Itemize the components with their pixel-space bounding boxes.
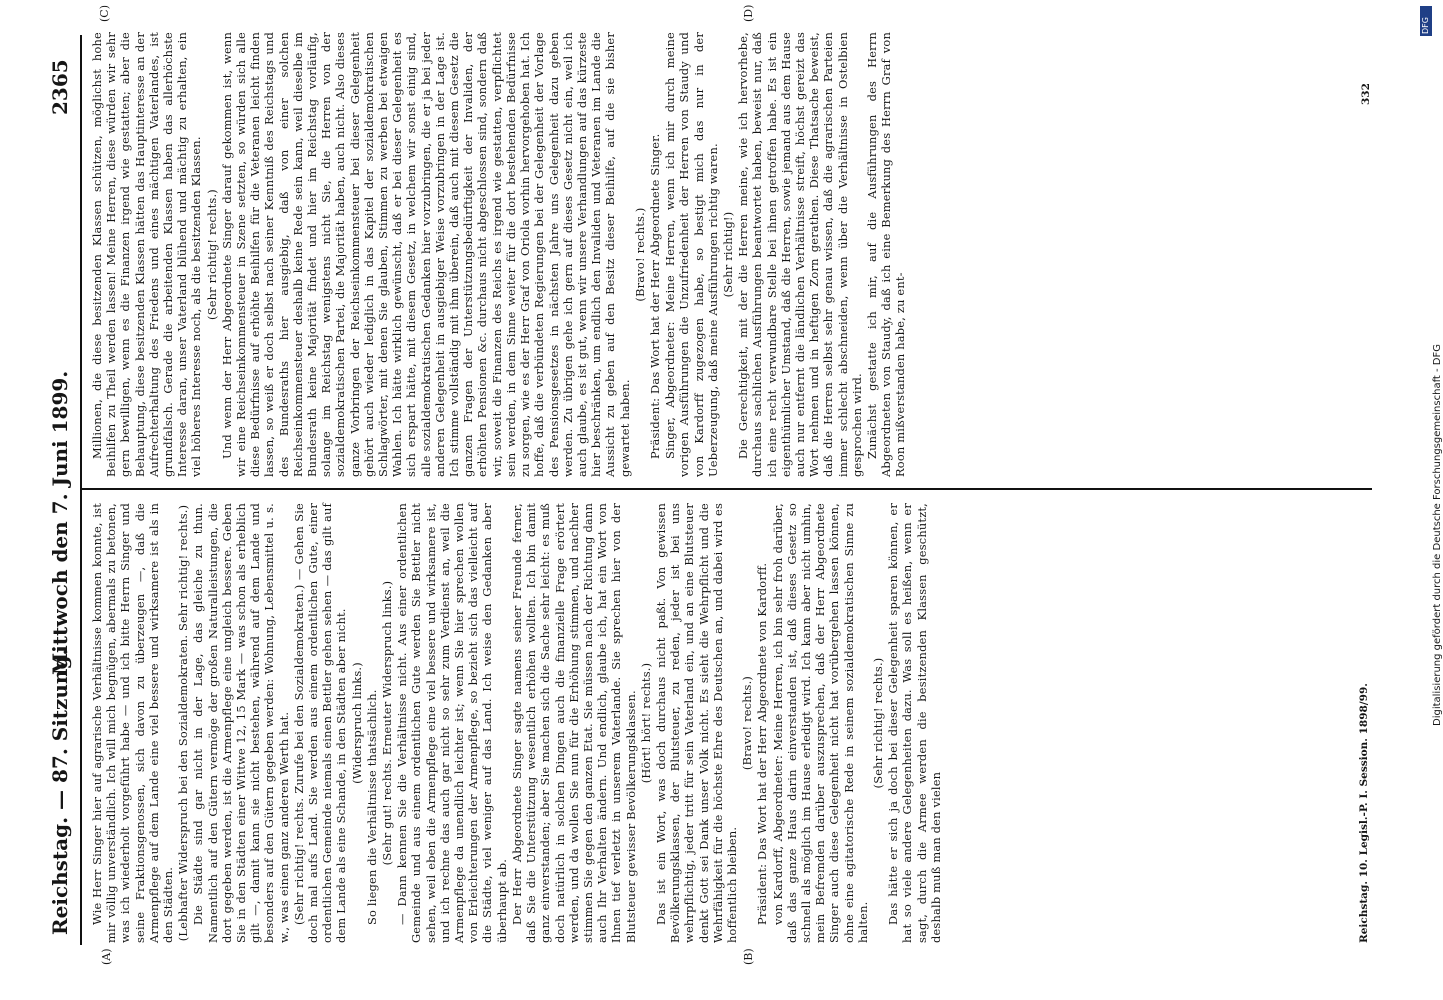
interjection: (Lebhafter Widerspruch bei den Sozialdemokraten. Sehr richtig! rechts.) [176,504,191,942]
paragraph: Das ist ein Wort, was doch durchaus nicht paßt. Von gewissen Bevölkerungsklassen, der Blutsteuer, zu reden, jeder ist bei uns wehrpflichtig, jeder tritt für sein Vaterland ein, und an eine Blutsteuer denkt Gott sei Dank unser Volk nicht. Es sieht die Wehrpflicht und die Wehrfähigkeit für die höchste Ehre des Deutschen an, und dabei wird es hoffentlich bleiben. [653,503,739,943]
page-number: 2365 [48,59,72,115]
dfg-logo-text: DFG [1421,17,1430,34]
paragraph: Millionen, die diese besitzenden Klassen schützen, möglichst hohe Beihilfen zu Theil werden lassen! Meine Herren, diese würden wir sehr gern bewilligen, wenn es die Finanzen irgend wie gestatten; aber die Behauptung, diese besitzenden Klassen hätten das Hauptinteresse an der Aufrechterhaltung des Friedens und eines mächtigen Vaterlandes, ist grundfalsch. Gerade die arbeitenden Klassen haben das allerhöchste Interesse daran, unser Vaterland blühend und mächtig zu erhalten, ein viel höheres Interesse noch, als die besitzenden Klassen. [90,32,204,477]
paragraph: Präsident: Das Wort hat der Herr Abgeordnete Singer. [647,133,662,459]
interjection: (Bravo! rechts.) [740,675,755,771]
paragraph: Singer, Abgeordneter: Meine Herren, wenn ich mir durch meine vorigen Ausführungen die Unzufriedenheit der Herren von Staudy und von Kardorff zugezogen habe, so bestigt mich das nur in der Ueberzeugung, daß meine Ausführungen richtig waren. [663,32,720,477]
dfg-credit-text: Digitalisierung gefördert durch die Deutsche Forschungsgemeinschaft - DFG [1432,343,1443,726]
interjection: (Bravo! rechts.) [632,207,647,302]
side-credit [1418,6,1443,996]
paragraph: — Dann kennen Sie die Verhältnisse nicht. Aus einer ordentlichen Gemeinde und aus einem ordentlichen Gute werden Sie Bettler nicht sehen, weil eben die Armenpflege eine viel bessere und wirksamere ist, und ich rechne das auch gar nicht so sehr zum Verdienst an, weil die Armenpflege da unendlich leichter ist; wenn Sie hier sprechen wollen von Erleichterungen der Armenpflege, so bezieht sich das vielleicht auf die Städte, viel weniger auf das Land. Ich weise den Gedanken aber überhaupt ab. [395,503,509,943]
paragraph: von Kardorff, Abgeordneter: Meine Herren, ich bin sehr froh darüber, daß das ganze Haus darin einverstanden ist, daß dieses Gesetz so schnell als möglich im Hause erledigt wird. Ich kann aber nicht umhin, mein Befremden darüber auszusprechen, daß der Herr Abgeordnete Singer auch diese Gelegenheit nicht hat vorübergehen lassen können, ohne eine agitatorische Rede in seinem sozialdemokratischen Sinne zu halten. [770,503,870,943]
paragraph: Der Herr Abgeordnete Singer sagte namens seiner Freunde ferner, daß Sie die Unterstützung wesentlich erhöhen wollten. Ich bin damit ganz einverstanden; aber Sie machen sich die Sache sehr leicht: es muß doch natürlich in solchen Dingen auch die finanzielle Frage erörtert werden, und da wollen Sie nun für die Erhöhung stimmen, und nachher stimmen Sie gegen den ganzen Etat. Sie müssen nach der Richtung dann auch Ihr Verhalten ändern. Und endlich, glaube ich, hat ein Wort von Ihnen tief verletzt in unserem Vaterlande. Sie sprechen hier von der Blutsteuer gewisser Bevölkerungsklassen. [509,503,638,943]
margin-marker-c: (C) [98,5,111,22]
column-divider [82,488,1372,490]
paragraph: Präsident: Das Wort hat der Herr Abgeordnete von Kardorff. [755,562,770,925]
interjection: (Hört! hört! rechts.) [638,662,653,784]
interjection: (Widerspruch links.) [349,662,364,784]
header-rule [80,35,82,945]
header-left: Reichstag. — 87. Sitzung. [48,648,72,935]
interjection: (Sehr richtig! rechts.) [204,189,219,320]
header-date: Mittwoch den 7. Juni 1899. [48,370,72,675]
interjection: (Sehr richtig! rechts.) [870,657,885,789]
left-column [90,503,1375,943]
paragraph: (Sehr richtig! rechts. Zurufe bei den Sozialdemokraten.) — Gehen Sie doch mal aufs Land. Sie werden aus einem ordentlichen Gute, einer ordentlichen Gemeinde niemals einen Bettler gehen sehen — das gilt auf dem Lande als eine Schande, in den Städten aber nicht. [291,503,349,943]
paragraph: Wie Herr Singer hier auf agrarische Verhältnisse kommen konnte, ist mir völlig unverständlich. Ich will mich begnügen, abermals zu betonen, was ich wiederholt vorgeführt habe — und ich bitte Herrn Singer und seine Fraktionsgenossen, sich davon zu überzeugen —, daß die Armenpflege auf dem Lande eine viel bessere und wirksamere ist als in den Städten. [90,503,176,943]
footer-sheet-number: 332 [1360,83,1372,105]
margin-marker-b: (B) [742,948,755,965]
dfg-logo [1420,6,1432,36]
paragraph: Und wenn der Herr Abgeordnete Singer darauf gekommen ist, wenn wir eine Reichseinkommensteuer in Szene setzten, so würden sich alle diese Bedürfnisse auf erhöhte Beihilfen für die Veteranen leicht finden lassen, so weiß er doch selbst nach seiner Kenntniß des Reichstags und des Bundesraths hier ausgiebig, daß von einer solchen Reichseinkommensteuer deshalb keine Rede sein kann, weil dieselbe im Bundesrath keine Majorität findet und hier im Reichstag vorläufig, solange im Reichstag wenigstens nicht Sie, die Herren von der sozialdemokratischen Partei, die Majorität haben, auch nicht. Also dieses ganze Vorbringen der Reichseinkommensteuer bei dieser Gelegenheit gehört auch wieder lediglich in das Kapitel der sozialdemokratischen Schlagwörter, mit denen Sie glauben, Stimmen zu werben bei etwaigen Wahlen. Ich hätte wirklich gewünscht, daß er bei dieser Gelegenheit es sich erspart hätte, mit diesem Gesetz, in welchem wir sonst einig sind, alle sozialdemokratischen Gedanken hier vorzubringen, die er ja bei jeder anderen Gelegenheit in ausgiebiger Weise vorzubringen in der Lage ist. Ich stimme vollständig mit ihm überein, daß auch mit diesem Gesetz die ganzen Fragen der Unterstützungsbedürftigkeit der Invaliden, der erhöhten Pensionen &c. durchaus nicht abgeschlossen sind, sondern daß wir, soweit die Finanzen des Reichs es irgend wie gestatten, verpflichtet sein werden, in dem Sinne weiter für die dort bestehenden Bedürfnisse zu sorgen, wie es der Herr Graf von Oriola vorhin hervorgehoben hat. Ich hoffe, daß die verbündeten Regierungen bei der Gelegenheit der Vorlage des Pensionsgesetzes in nächsten Jahre uns Gelegenheit dazu geben werden. Zu übrigen gehe ich gern auf dieses Gesetz nicht ein, weil ich auch glaube, es ist gut, wenn wir unsere Verhandlungen auf das kürzeste hier beschränken, um endlich den Invaliden und Veteranen im Lande die Aussicht zu geben auf den Besitz dieser Beihilfe, auf die sie bisher gewartet haben. [219,32,632,477]
margin-marker-d: (D) [742,4,755,22]
interjection: (Sehr gut! rechts. Erneuter Widerspruch links.) [380,580,395,866]
newspaper-page [42,4,1382,985]
paragraph: Das hätte er sich ja doch bei dieser Gelegenheit sparen können, er hat so viele andere Gelegenheiten dazu. Was soll es heißen, wenn er sagt, durch die Armee werden die besitzenden Klassen geschützt, deshalb muß man den vielen [886,503,943,943]
right-column [90,32,1375,477]
paragraph: So liegen die Verhältnisse thatsächlich. [364,689,379,925]
paragraph: Zunächst gestatte ich mir, auf die Ausführungen des Herrn Abgeordneten von Staudy, daß ich eine Bemerkung des Herrn Graf von Roon mißverstanden habe, zu ent- [864,32,908,477]
paragraph: Die Städte sind gar nicht in der Lage, das gleiche zu thun. Namentlich auf den Gütern vermöge der großen Naturalleistungen, die dort gegeben werden, ist die Armenpflege eine ungleich bessere. Geben Sie in den Städten einer Wittwe 12, 15 Mark — was schon als erheblich gilt —, damit kann sie nicht bestehen, während auf dem Lande und besonders auf den Gütern gegeben werden: Wohnung, Lebensmittel u. s. w., was einen ganz anderen Werth hat. [191,503,291,943]
paragraph: Die Gerechtigkeit, mit der die Herren meine, wie ich hervorhebe, durchaus sachlichen Ausführungen beantwortet haben, beweist nur, daß ich eine recht verwundbare Stelle bei ihnen getroffen habe. Es ist ein eigenthümlicher Umstand, daß die Herren, sowie jemand aus dem Hause auch nur entfernt die ländlichen Verhältnisse streift, höchst gereizt das Wort nehmen und in heftigen Zorn gerathen. Diese Thatsache beweist, daß die Herren selbst sehr genau wissen, daß die agrarischen Parteien immer schlecht abschneiden, wenn über die Verhältnisse in Ostelbien gesprochen wird. [736,32,864,477]
margin-marker-a: (A) [100,948,113,965]
interjection: (Sehr richtig!) [720,211,735,298]
footer-session: Reichstag. 10. Legisl.-P. I. Session. 1898/99. [1358,683,1370,943]
